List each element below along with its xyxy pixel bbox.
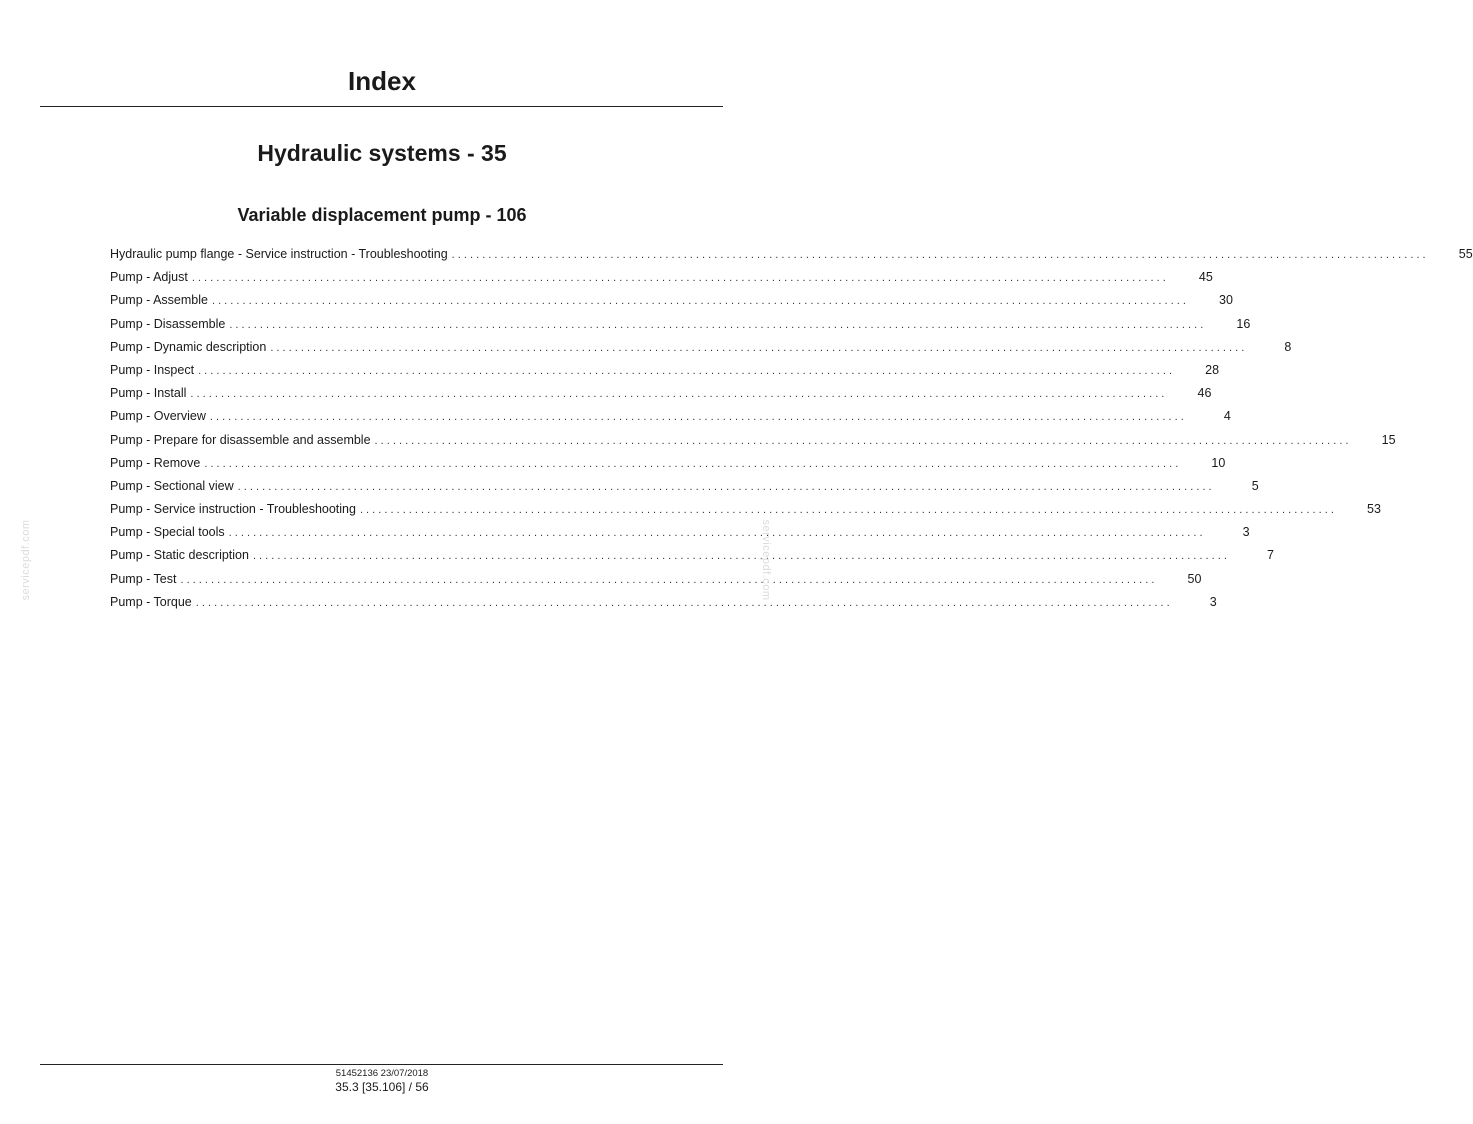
subsection-title: Variable displacement pump - 106 [237, 205, 527, 225]
index-entry[interactable] [110, 316, 1251, 339]
dot-leader: ................................................................................................................................................................ [198, 364, 1176, 377]
dot-leader: ................................................................................................................................................................ [237, 480, 1215, 493]
index-entry-label: Hydraulic pump flange - Service instruction - Troubleshooting [110, 247, 448, 261]
index-entry-page: 7 [1266, 548, 1274, 563]
footer-document-reference: 51452136 23/07/2018 [335, 1068, 429, 1079]
index-entry-label: Pump - Dynamic description [110, 339, 267, 354]
dot-leader: ................................................................................................................................................................ [270, 341, 1248, 354]
dot-leader: ................................................................................................................................................................ [209, 411, 1187, 424]
index-entry[interactable] [110, 408, 1231, 431]
dot-leader: ................................................................................................................................................................ [190, 388, 1168, 401]
watermark-left: servicepdf.com [20, 519, 32, 601]
index-entry-page: 4 [1223, 409, 1231, 424]
index-entry[interactable] [110, 571, 1202, 594]
index-entry-page: 50 [1187, 571, 1202, 586]
index-entry-page: 15 [1381, 432, 1396, 447]
dot-leader: ................................................................................................................................................................ [211, 295, 1189, 308]
index-entry-label: Pump - Overview [110, 409, 206, 424]
index-entry-label: Pump - Disassemble [110, 316, 226, 331]
dot-leader: ................................................................................................................................................................ [451, 249, 1429, 261]
dot-leader: ................................................................................................................................................................ [374, 434, 1352, 447]
index-entry-label: Pump - Install [110, 386, 187, 401]
index-entry-label: Pump - Service instruction - Troubleshooting [110, 502, 356, 517]
dot-leader: ................................................................................................................................................................ [191, 272, 1169, 285]
index-entry-label: Pump - Sectional view [110, 478, 234, 493]
index-entry[interactable] [110, 269, 1213, 292]
index-entry-label: Pump - Inspect [110, 362, 195, 377]
dot-leader: ................................................................................................................................................................ [252, 550, 1230, 563]
watermark-right: servicepdf.com [760, 519, 772, 601]
index-entry[interactable] [110, 478, 1259, 501]
index-entry-page: 45 [1198, 270, 1213, 285]
dot-leader: ................................................................................................................................................................ [180, 573, 1158, 586]
index-entry-label: Pump - Special tools [110, 525, 225, 540]
index-entry[interactable] [110, 246, 1473, 269]
index-entry[interactable] [110, 292, 1233, 315]
dot-leader: ................................................................................................................................................................ [228, 527, 1206, 540]
index-entry[interactable] [110, 432, 1396, 455]
index-entry-page: 3 [1242, 525, 1250, 540]
index-entry-label: Pump - Static description [110, 548, 249, 563]
index-entry-label: Pump - Adjust [110, 270, 188, 285]
footer-page-reference: 35.3 [35.106] / 56 [335, 1080, 429, 1094]
index-entry-page: 28 [1205, 362, 1220, 377]
index-entry[interactable] [110, 339, 1292, 362]
index-entry-page: 55 [1458, 247, 1473, 261]
dot-leader: ................................................................................................................................................................ [195, 596, 1173, 609]
footer-divider [40, 1064, 723, 1065]
index-entry-page: 46 [1197, 386, 1212, 401]
header-divider [40, 106, 723, 107]
index-entry[interactable] [110, 547, 1274, 570]
dot-leader: ................................................................................................................................................................ [359, 504, 1337, 517]
index-entry-page: 53 [1367, 502, 1381, 517]
index-entry[interactable] [110, 501, 1381, 524]
dot-leader: ................................................................................................................................................................ [204, 457, 1182, 470]
index-entry[interactable] [110, 455, 1226, 478]
index-entry-page: 10 [1211, 455, 1226, 470]
index-entry[interactable] [110, 594, 1217, 617]
index-entry-page: 5 [1251, 478, 1259, 493]
index-entry[interactable] [110, 362, 1220, 385]
index-entry-page: 8 [1284, 339, 1292, 354]
index-entry[interactable] [110, 524, 1250, 547]
index-entry-label: Pump - Test [110, 571, 177, 586]
index-entry-label: Pump - Torque [110, 594, 192, 609]
section-title: Hydraulic systems - 35 [257, 140, 507, 166]
index-entry-label: Pump - Assemble [110, 293, 208, 308]
index-entry-label: Pump - Prepare for disassemble and assemble [110, 432, 371, 447]
index-entry[interactable] [110, 385, 1212, 408]
index-entry-page: 30 [1219, 293, 1233, 308]
page-title: Index [348, 66, 416, 96]
index-entry-page: 16 [1236, 316, 1251, 331]
dot-leader: ................................................................................................................................................................ [229, 318, 1207, 331]
index-entry-label: Pump - Remove [110, 455, 201, 470]
index-entry-page: 3 [1209, 594, 1217, 609]
